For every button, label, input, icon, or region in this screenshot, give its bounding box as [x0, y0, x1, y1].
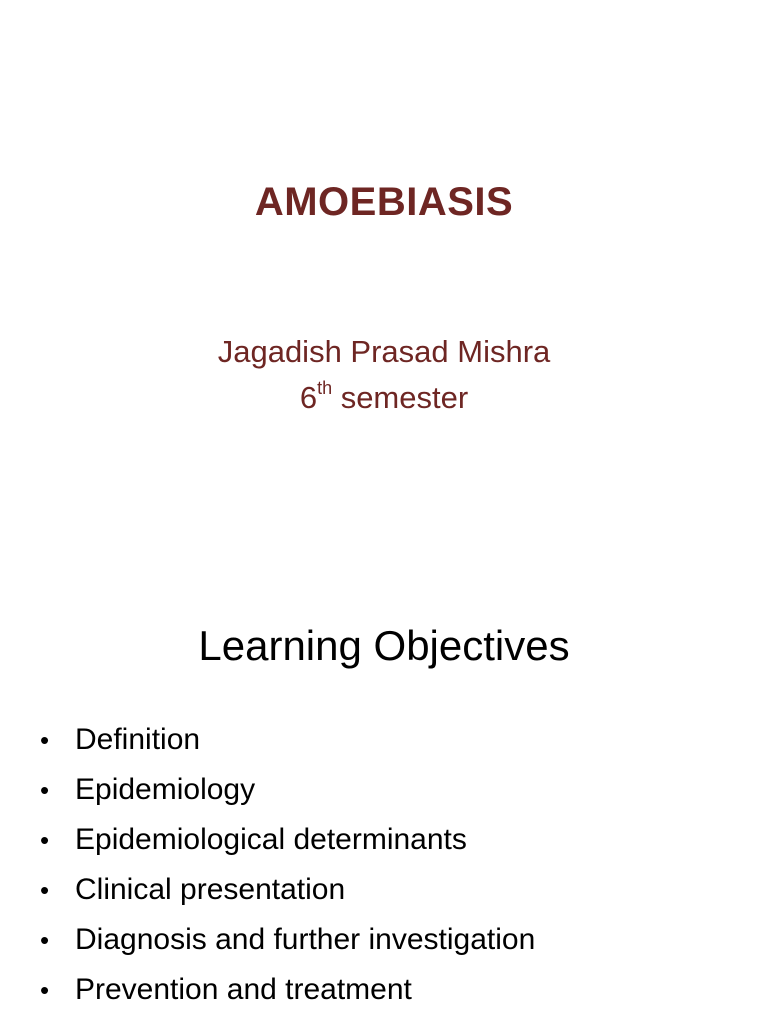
list-item: [40, 915, 535, 965]
list-item: [40, 815, 535, 865]
semester-word: semester: [332, 380, 469, 415]
list-item: [40, 765, 535, 815]
bullet-icon: •: [40, 775, 50, 805]
bullet-icon: •: [40, 725, 50, 755]
author-name: Jagadish Prasad Mishra: [217, 334, 551, 369]
bullet-icon: •: [40, 825, 50, 855]
list-item-label: Epidemiological determinants: [75, 823, 467, 856]
bullet-icon: •: [40, 925, 50, 955]
list-item: [40, 715, 535, 765]
bullet-icon: •: [40, 975, 50, 1005]
list-item-label: Diagnosis and further investigation: [75, 923, 536, 956]
list-item-label: Definition: [75, 723, 201, 756]
objectives-title: Learning Objectives: [198, 622, 570, 669]
list-item-label: Epidemiology: [75, 773, 256, 806]
list-item: [40, 865, 535, 915]
semester-line: [0, 380, 768, 416]
list-item-label: Prevention and treatment: [75, 973, 412, 1006]
semester-number: 6: [299, 380, 318, 415]
semester-suffix: th: [317, 378, 333, 398]
bullet-icon: •: [40, 875, 50, 905]
list-item-label: Clinical presentation: [75, 873, 346, 906]
objectives-slide: [0, 560, 768, 1024]
objectives-list: [40, 715, 535, 1015]
presentation-title: AMOEBIASIS: [254, 180, 514, 224]
list-item: [40, 965, 535, 1015]
